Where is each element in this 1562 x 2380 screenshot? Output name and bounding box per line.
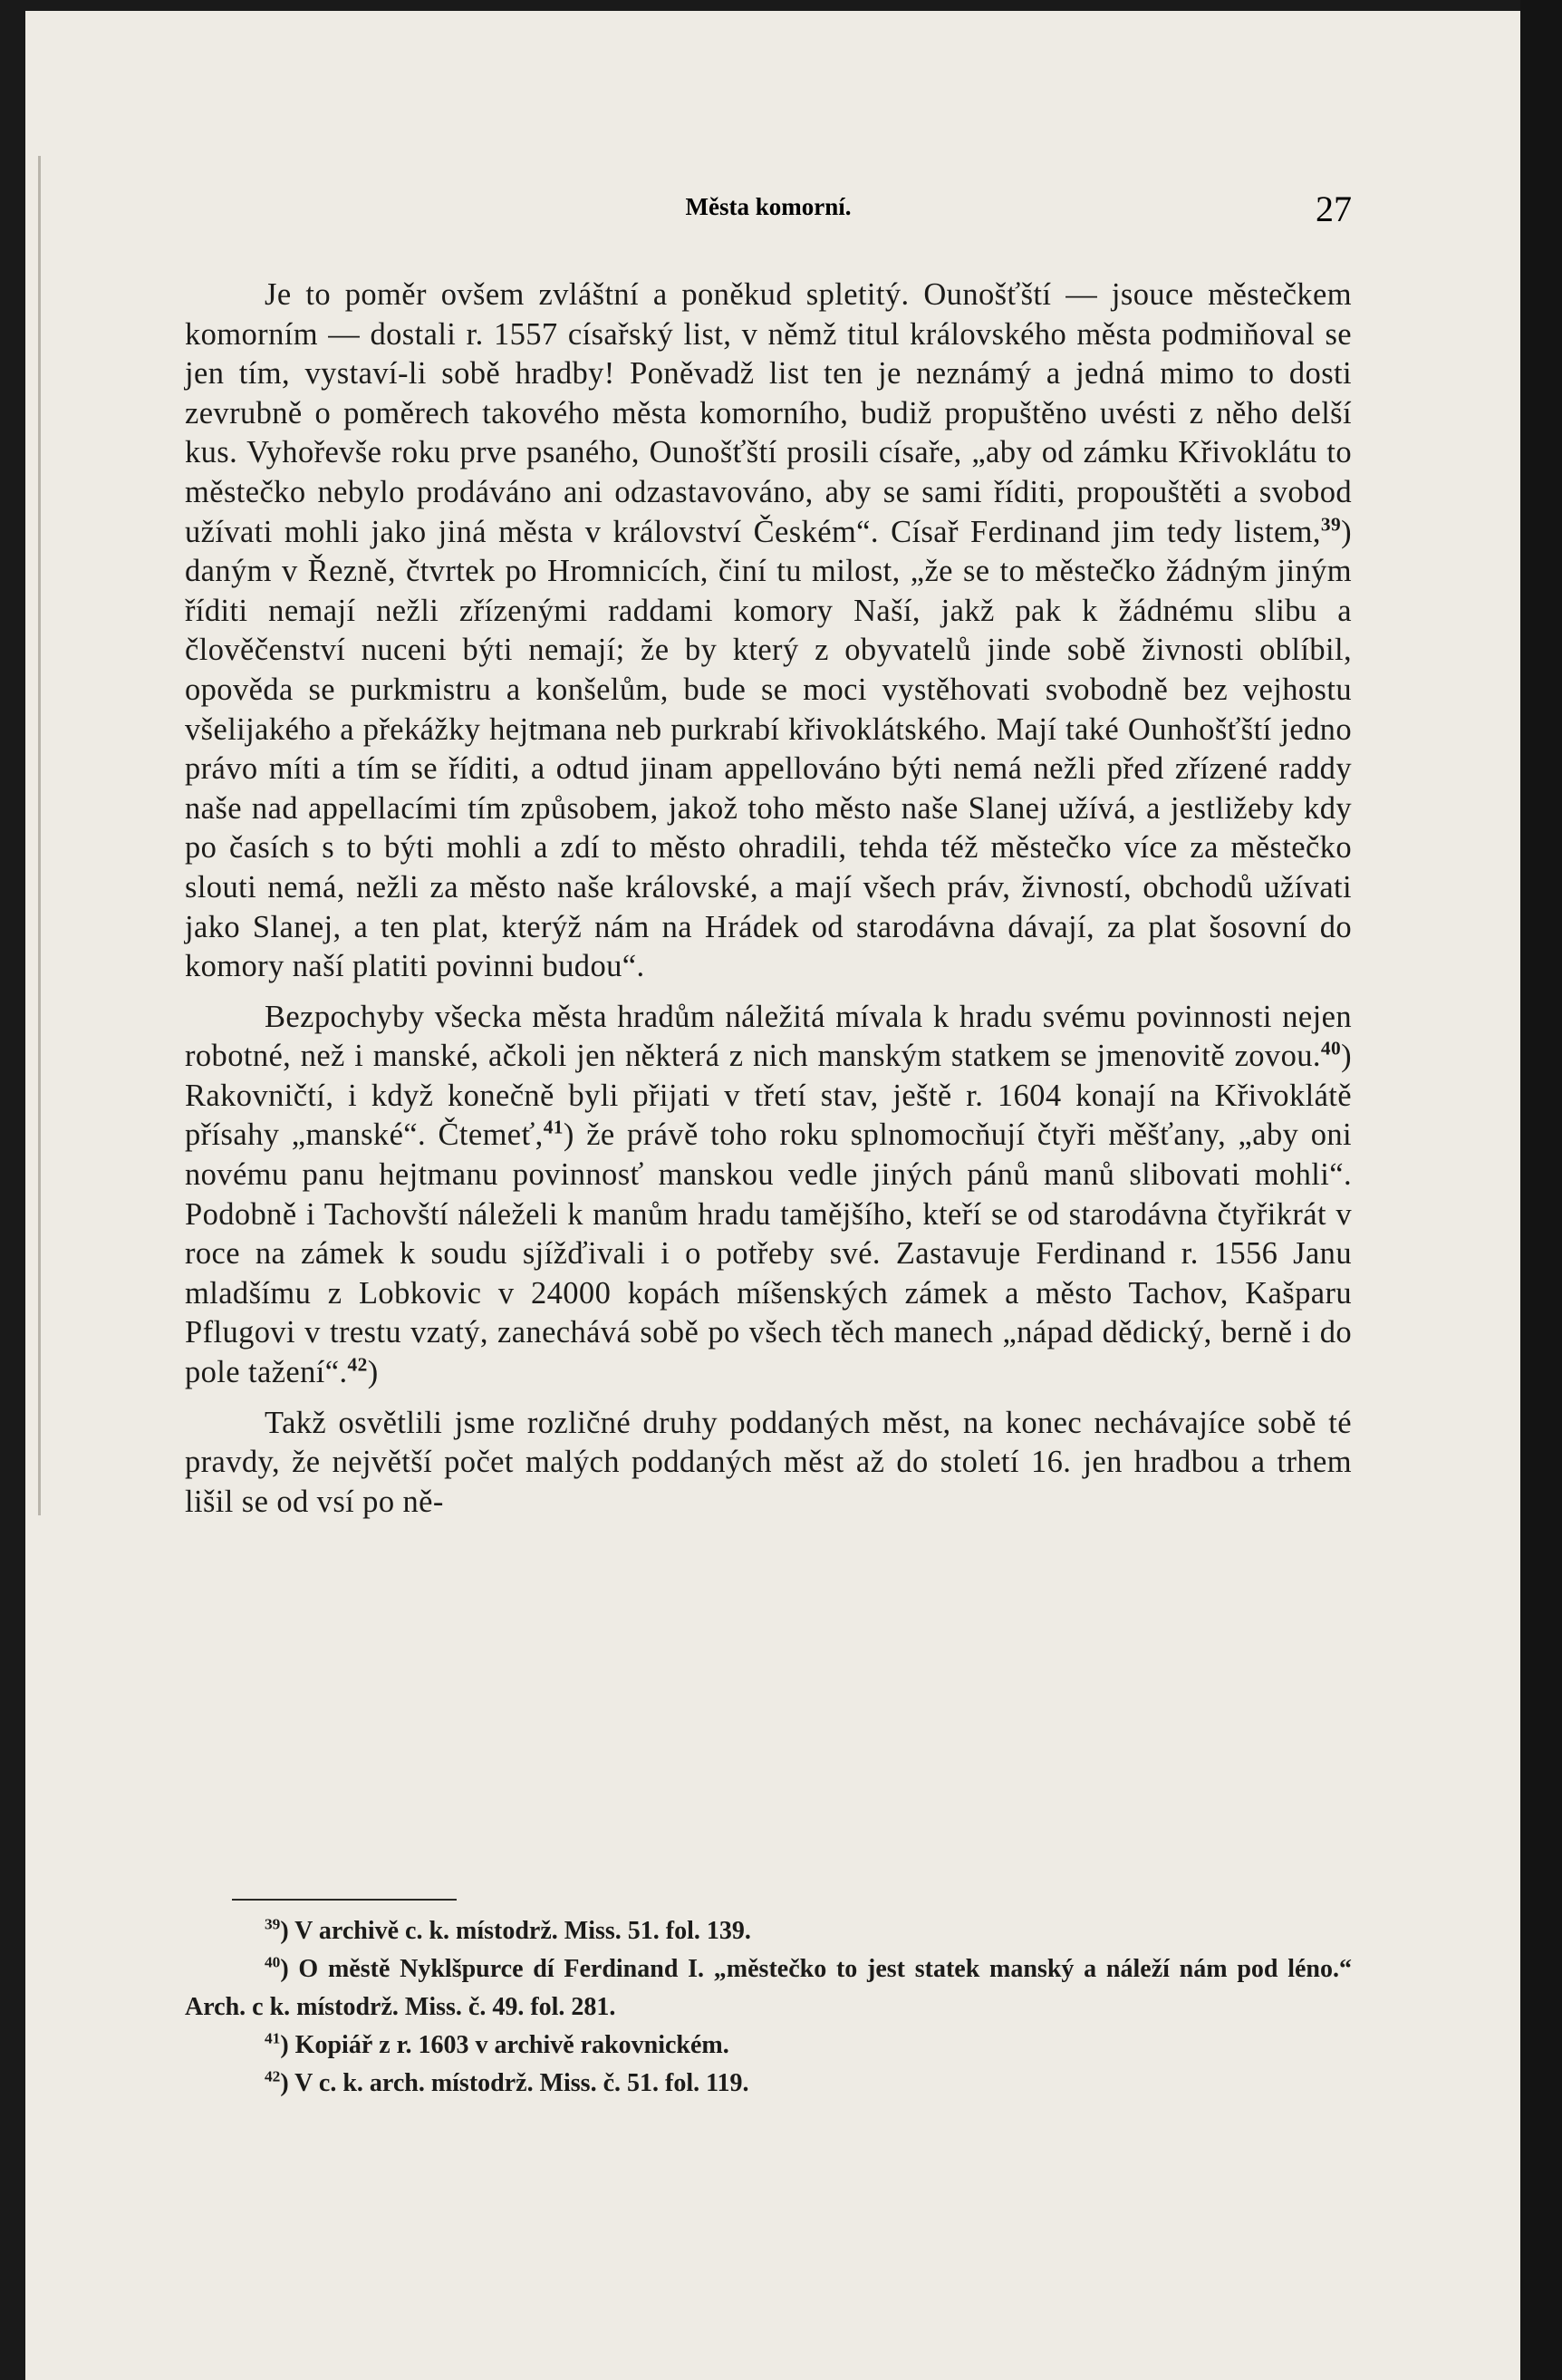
paragraph-text: ) xyxy=(367,1355,379,1390)
footnote xyxy=(185,2027,1352,2065)
footnote-mark: 39 xyxy=(265,1915,281,1933)
paragraph-text: Je to poměr ovšem zvláštní a poněkud spletitý. Ounošťští — jsouce městečkem komorním — dostali r. 1557 císařský list, v němž titul královského města podmiňoval se jen tím, vystaví-li sobě hradby! Poněvadž list ten je neznámý a jedná mimo to dosti zevrubně o poměrech takového města komorního, budiž propuštěno uvésti z něho delší kus. Vyhořevše roku prve psaného, Ounošťští prosili císaře, „aby od zámku Křivoklátu to městečko nebylo prodáváno ani odzastavováno, aby se sami říditi, propouštěti a svobod užívati mohli jako jiná města v království Českém“. Císař Ferdinand jim tedy listem, xyxy=(185,277,1352,549)
footnote-mark: 41 xyxy=(265,2029,281,2047)
footnote-reference: 39 xyxy=(1320,513,1342,536)
paragraph-text: ) že právě toho roku splnomocňují čtyři měšťany, „aby oni novému panu hejtmanu povinnosť manskou vedle jiných pánů manů slibovati mohli“. Podobně i Tachovští náleželi k manům hradu tamějšího, kteří se od starodávna čtyřikrát v roce na zámek k soudu sjížďivali i o potřeby své. Zastavuje Ferdinand r. 1556 Janu mladšímu z Lobkovic v 24000 kopách míšenských zámek a město Tachov, Kašparu Pflugovi v trestu vzatý, zanechává sobě po všech těch manech „nápad dědický, berně i do pole tažení“. xyxy=(185,1117,1352,1390)
footnotes xyxy=(185,1912,1352,2103)
paragraph-text: Takž osvětlili jsme rozličné druhy poddaných měst, na konec nechávajíce sobě té pravdy, že největší počet malých poddaných měst až do století 16. jen hradbou a trhem lišil se od vsí po ně- xyxy=(185,1405,1352,1519)
footnote-reference: 41 xyxy=(543,1116,564,1138)
footnote-reference: 42 xyxy=(347,1353,368,1376)
book-page xyxy=(25,11,1520,2380)
footnote-text: ) O městě Nyklšpurce dí Ferdinand I. „městečko to jest statek manský a náleží nám pod léno.“ Arch. c k. místodrž. Miss. č. 49. fol. 281. xyxy=(185,1955,1352,2021)
footnote xyxy=(185,1912,1352,1950)
binding-edge xyxy=(38,156,41,1515)
body-text xyxy=(185,276,1352,1522)
footnote-mark: 40 xyxy=(265,1953,281,1971)
paragraph xyxy=(185,276,1352,987)
footnote-separator xyxy=(232,1899,457,1901)
paragraph xyxy=(185,1404,1352,1523)
paragraph-text: ) daným v Řezně, čtvrtek po Hromnicích, činí tu milost, „že se to městečko žádným jiným říditi nemají nežli zřízenými raddami komory Naší, jakž pak k žádnému slibu a člověčenství nuceni býti nemají; že by který z obyvatelů jinde sobě živnosti oblíbil, opověda se purkmistru a konšelům, bude se moci vystěhovati svobodně bez vejhostu všelijakého a překážky hejtmana neb purkrabí křivoklátského. Mají také Ounhošťští jedno právo míti a tím se říditi, a odtud jinam appellováno býti nemá nežli před zřízené raddy naše nad appellacími tím způsobem, jakož toho město naše Slanej užívá, a jestližeby kdy po časích s to býti mohli a zdí to město ohradili, tehda též městečko více za městečko slouti nemá, nežli za město naše královské, a mají všech práv, živností, obchodů užívati jako Slanej, a ten plat, kterýž nám na Hrádek od starodávna dávají, za plat šosovní do komory naší platiti povinni budou“. xyxy=(185,514,1352,984)
footnote-text: ) V archivě c. k. místodrž. Miss. 51. fol. 139. xyxy=(280,1917,751,1945)
paragraph xyxy=(185,998,1352,1393)
footnote-text: ) Kopiář z r. 1603 v archivě rakovnickém. xyxy=(280,2031,729,2059)
footnote-text: ) V c. k. arch. místodrž. Miss. č. 51. fol. 119. xyxy=(280,2069,749,2097)
paragraph-text: ) Rakovničtí, i když konečně byli přijati v třetí stav, ještě r. 1604 konají na Křivoklátě přísahy „manské“. Čtemeť, xyxy=(185,1039,1352,1153)
footnote xyxy=(185,2065,1352,2103)
footnote-mark: 42 xyxy=(265,2067,281,2085)
scan-dark-edge xyxy=(1520,0,1562,2380)
running-header xyxy=(185,188,1352,233)
page-number: 27 xyxy=(1316,189,1352,229)
footnote-reference: 40 xyxy=(1320,1037,1342,1059)
footnote xyxy=(185,1950,1352,2027)
chapter-title: Města komorní. xyxy=(685,193,852,220)
paragraph-text: Bezpochyby všecka města hradům náležitá mívala k hradu svému povinnosti nejen robotné, než i manské, ačkoli jen některá z nich manským statkem se jmenovitě zovou. xyxy=(185,999,1352,1074)
